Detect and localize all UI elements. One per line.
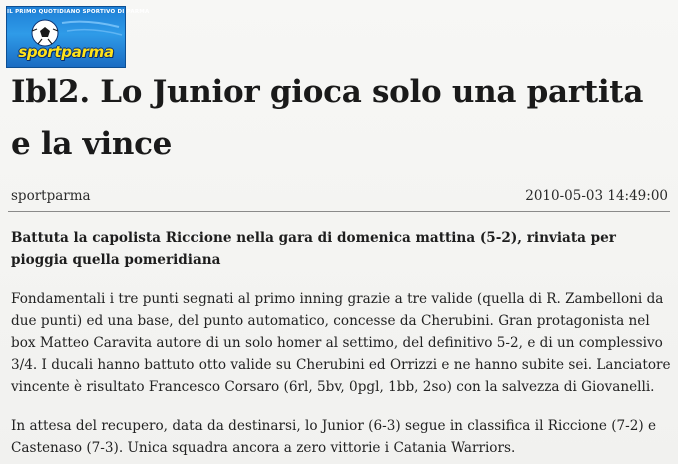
article-title: Ibl2. Lo Junior gioca solo una partita e la vince <box>11 74 644 162</box>
logo-wordmark: sportparma <box>18 43 114 61</box>
article-meta <box>11 188 668 208</box>
article-paragraph: In attesa del recupero, data da destinarsi, lo Junior (6-3) segue in classifica il Riccione (7-2) e Castenaso (7-3). Unica squadra ancora a zero vittorie i Catania Warriors. <box>11 418 657 456</box>
article-lead: Battuta la capolista Riccione nella gara di domenica mattina (5-2), rinviata per pioggia quella pomeridiana <box>11 230 616 268</box>
article-datetime: 2010-05-03 14:49:00 <box>525 188 668 204</box>
meta-divider <box>8 211 670 212</box>
logo-tagline: IL PRIMO QUOTIDIANO SPORTIVO DI PARMA <box>7 9 150 15</box>
sportparma-logo[interactable] <box>6 6 150 68</box>
article-source[interactable]: sportparma <box>11 188 91 204</box>
article-paragraph: Fondamentali i tre punti segnati al primo inning grazie a tre valide (quella di R. Zambelloni da due punti) ed una base, del punto automatico, concesse da Cherubini. Gran protagonista nel box Matteo Caravita autore di un solo homer al settimo, del definitivo 5-2, e di un complessivo 3/4. I ducali hanno battuto otto valide su Cherubini ed Orrizzi e ne hanno subite sei. Lanciatore vincente è risultato Francesco Corsaro (6rl, 5bv, 0pgl, 1bb, 2so) con la salvezza di Giovanelli. <box>11 291 671 395</box>
